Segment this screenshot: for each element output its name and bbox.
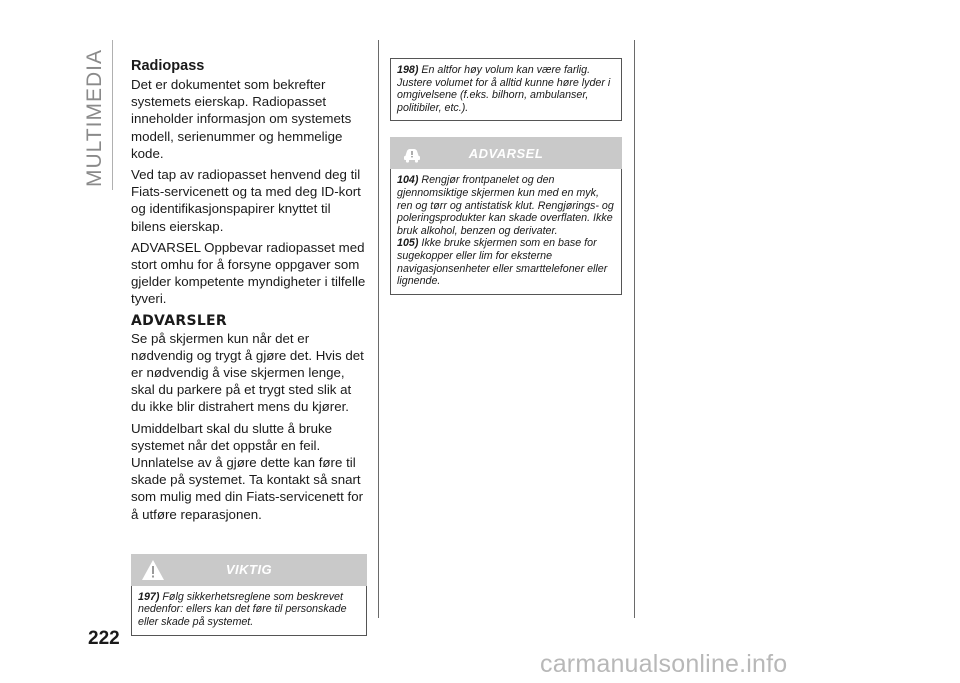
- page-number: 222: [88, 628, 120, 649]
- car-warning-icon: [400, 141, 424, 165]
- note-104: 104) Rengjør frontpanelet og den gjennomsiktige skjermen kun med en myk, ren og tørr og antistatisk klut. Rengjørings- og poleringsprodukter kan skade overflaten. Ikke bruk alkohol, benzen og derivater.: [397, 174, 614, 237]
- section-divider: [112, 40, 113, 190]
- advarsel-label: ADVARSEL: [468, 145, 544, 161]
- warning-triangle-icon: [141, 558, 165, 582]
- paragraph-3: ADVARSEL Oppbevar radiopasset med stort omhu for å forsyne oppgaver som gjelder kompetente myndigheter i tilfelle tyveri.: [131, 239, 366, 307]
- section-title: MULTIMEDIA: [83, 49, 107, 187]
- note-198: 198) En altfor høy volum kan være farlig. Justere volumet for å alltid kunne høre lyder i omgivelsene (f.eks. bilhorn, ambulanser, politibiler, etc.).: [397, 64, 611, 114]
- viktig-banner: [131, 554, 367, 586]
- paragraph-2: Ved tap av radiopasset henvend deg til Fiats-servicenett og ta med deg ID-kort og identifikasjonspapirer knyttet til bilens eierskap.: [131, 167, 361, 234]
- column-divider-1: [378, 40, 379, 618]
- viktig-label: VIKTIG: [225, 562, 273, 578]
- paragraph-1: Det er dokumentet som bekrefter systemets eierskap. Radiopasset inneholder informasjon om systemets modell, serienummer og hemmelige kode.: [131, 77, 352, 161]
- advarsel-banner: [390, 137, 622, 169]
- column-left: [131, 58, 367, 636]
- heading-radiopass: Radiopass: [131, 58, 205, 74]
- note-box-104-105: [390, 169, 622, 294]
- paragraph-4: Se på skjermen kun når det er nødvendig og trygt å gjøre det. Hvis det er nødvendig å vise skjermen lenge, skal du parkere på et trygt sted slik at du ikke blir distrahert mens du kjører.: [131, 330, 364, 415]
- note-197: 197) Følg sikkerhetsreglene som beskrevet nedenfor: ellers kan det føre til personskade eller skade på systemet.: [138, 590, 347, 629]
- column-divider-2: [634, 40, 635, 618]
- column-middle: [390, 58, 622, 295]
- watermark: carmanualsonline.info: [540, 650, 788, 678]
- note-box-198: [390, 58, 622, 121]
- heading-advarsler: ADVARSLER: [131, 312, 228, 329]
- paragraph-5: Umiddelbart skal du slutte å bruke systemet når det oppstår en feil. Unnlatelse av å gjøre dette kan føre til skade på systemet. Ta kontakt så snart som mulig med din Fiats-servicenett for å utføre reparasjonen.: [131, 420, 364, 522]
- note-105: 105) Ikke bruke skjermen som en base for sugekopper eller lim for eksterne navigasjonsenheter eller smarttelefoner eller lignende.: [397, 237, 608, 288]
- note-box-197: [131, 586, 367, 636]
